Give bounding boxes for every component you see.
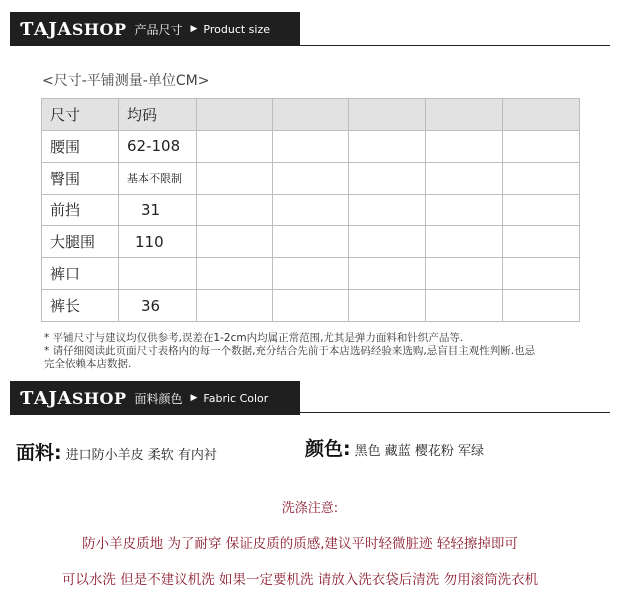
table-cell bbox=[119, 258, 197, 290]
table-cell: 臀围 bbox=[42, 162, 119, 194]
product-size-header bbox=[10, 12, 300, 46]
table-cell bbox=[349, 162, 426, 194]
table-row bbox=[42, 226, 580, 258]
table-cell bbox=[273, 194, 349, 226]
table-cell bbox=[426, 258, 503, 290]
table-cell bbox=[273, 99, 349, 131]
table-cell: 均码 bbox=[119, 99, 197, 131]
section-title-cn: 产品尺寸 bbox=[134, 22, 183, 37]
size-notes bbox=[44, 332, 604, 371]
table-row bbox=[42, 162, 580, 194]
table-cell bbox=[426, 194, 503, 226]
color-label: 颜色: bbox=[305, 438, 351, 460]
section-title-en: Product size bbox=[203, 22, 271, 36]
table-cell bbox=[503, 258, 580, 290]
table-cell bbox=[349, 226, 426, 258]
table-cell bbox=[273, 258, 349, 290]
table-cell bbox=[349, 258, 426, 290]
table-cell: 前挡 bbox=[42, 194, 119, 226]
size-subtitle: <尺寸-平铺测量-单位CM> bbox=[42, 73, 210, 89]
note-line: 完全依赖本店数据. bbox=[44, 358, 132, 370]
table-cell: 裤口 bbox=[42, 258, 119, 290]
table-cell bbox=[197, 194, 273, 226]
table-cell: 大腿围 bbox=[42, 226, 119, 258]
table-cell bbox=[426, 290, 503, 322]
brand-logo: ƬAJASHOP bbox=[20, 18, 127, 40]
play-icon: ▶ bbox=[190, 393, 198, 403]
table-cell: 腰围 bbox=[42, 130, 119, 162]
care-line: 可以水洗 但是不建议机洗 如果一定要机洗 请放入洗衣袋后清洗 勿用滚筒洗衣机 bbox=[61, 572, 539, 588]
table-cell bbox=[349, 194, 426, 226]
table-cell: 62-108 bbox=[119, 130, 197, 162]
table-cell bbox=[197, 99, 273, 131]
care-title: 洗涤注意: bbox=[281, 501, 339, 516]
table-row bbox=[42, 99, 580, 131]
table-cell: 36 bbox=[119, 290, 197, 322]
section-title-en: Fabric Color bbox=[203, 391, 269, 405]
table-row bbox=[42, 290, 580, 322]
table-cell bbox=[197, 258, 273, 290]
note-line: * 平铺尺寸与建议均仅供参考,误差在1-2cm内均属正常范围,尤其是弹力面料和针织产品等. bbox=[44, 332, 464, 344]
header-divider bbox=[300, 412, 610, 413]
table-cell bbox=[349, 130, 426, 162]
table-cell bbox=[503, 99, 580, 131]
header-divider bbox=[300, 45, 610, 46]
fabric-label: 面料: bbox=[16, 442, 62, 464]
play-icon: ▶ bbox=[190, 24, 198, 34]
table-row bbox=[42, 258, 580, 290]
table-cell: 裤长 bbox=[42, 290, 119, 322]
table-cell bbox=[197, 162, 273, 194]
color-value: 黑色 藏蓝 樱花粉 军绿 bbox=[354, 444, 485, 459]
table-cell bbox=[273, 130, 349, 162]
table-cell bbox=[197, 130, 273, 162]
table-cell bbox=[426, 99, 503, 131]
color-info bbox=[305, 434, 484, 461]
table-cell bbox=[197, 290, 273, 322]
table-cell bbox=[273, 226, 349, 258]
section-title-cn: 面料颜色 bbox=[134, 391, 183, 406]
table-cell bbox=[273, 162, 349, 194]
table-cell bbox=[503, 226, 580, 258]
brand-logo: ƬAJASHOP bbox=[20, 387, 127, 409]
table-cell: 尺寸 bbox=[42, 99, 119, 131]
table-cell bbox=[426, 162, 503, 194]
table-row bbox=[42, 194, 580, 226]
table-cell: 31 bbox=[119, 194, 197, 226]
table-cell bbox=[426, 130, 503, 162]
fabric-color-header bbox=[10, 381, 300, 415]
table-cell bbox=[503, 194, 580, 226]
table-cell bbox=[197, 226, 273, 258]
table-cell bbox=[349, 99, 426, 131]
table-cell bbox=[349, 290, 426, 322]
table-row bbox=[42, 130, 580, 162]
table-cell bbox=[273, 290, 349, 322]
table-cell bbox=[503, 162, 580, 194]
care-line: 防小羊皮质地 为了耐穿 保证皮质的质感,建议平时轻微脏迹 轻轻擦掉即可 bbox=[82, 536, 518, 552]
size-table bbox=[41, 98, 580, 322]
fabric-value: 进口防小羊皮 柔软 有内衬 bbox=[65, 448, 217, 463]
note-line: * 请仔细阅读此页面尺寸表格内的每一个数据,充分结合先前于本店选码经验来选购,忌盲目主观性判断.也忌 bbox=[44, 345, 536, 357]
table-cell bbox=[426, 226, 503, 258]
table-cell: 基本不限制 bbox=[119, 162, 197, 194]
table-cell: 110 bbox=[119, 226, 197, 258]
table-cell bbox=[503, 130, 580, 162]
fabric-info bbox=[16, 438, 217, 465]
table-cell bbox=[503, 290, 580, 322]
